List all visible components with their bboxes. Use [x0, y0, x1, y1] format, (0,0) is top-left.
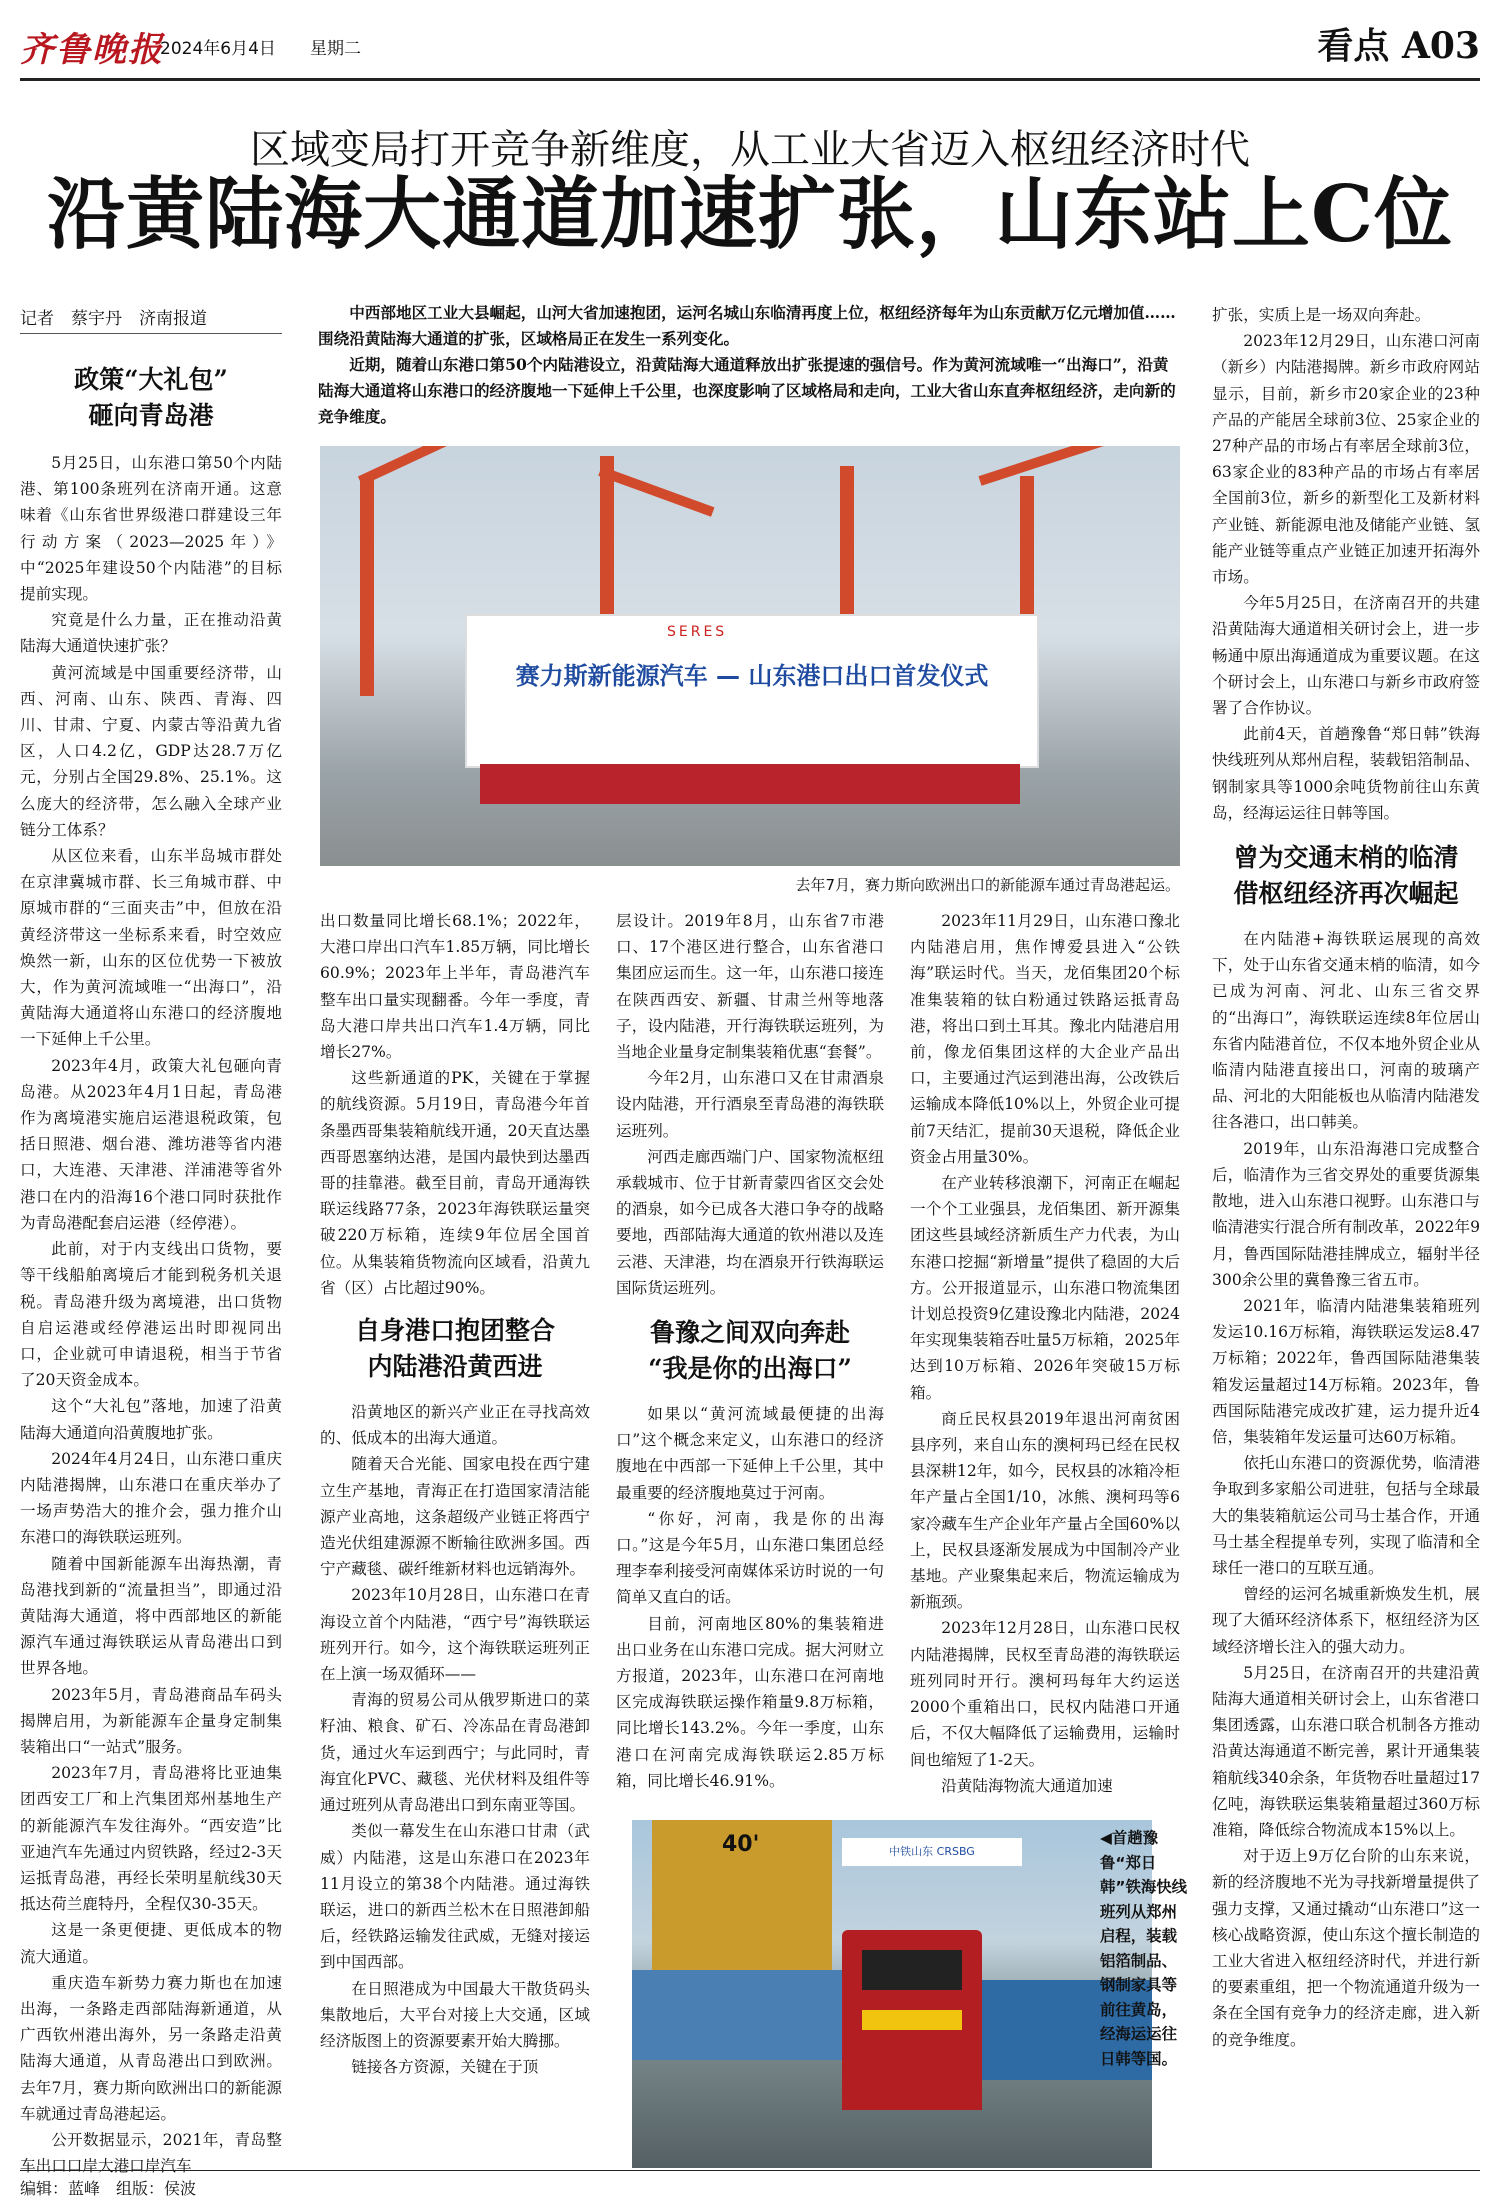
paragraph: 沿黄陆海物流大通道加速 [941, 1776, 1113, 1795]
paragraph: 从区位来看，山东半岛城市群处在京津冀城市群、长三角城市群、中原城市群的“三面夹击”中，但放在沿黄经济带这一坐标系来看，时空效应焕然一新，山东的区位优势一下被放大，作为黄河流域唯一“出海口”，沿黄陆海大通道将山东港口的经济腹地一下延伸上千公里。 [20, 847, 282, 1049]
paragraph: 扩张，实质上是一场双向奔赴。 [1212, 306, 1431, 324]
ceremony-photo [320, 446, 1180, 866]
paragraph: 随着中国新能源车出海热潮，青岛港找到新的“流量担当”，即通过沿黄陆海大通道，将中西部地区的新能源汽车通过海铁联运从青岛港出口到世界各地。 [20, 1554, 282, 1678]
kicker: 区域变局打开竞争新维度，从工业大省迈入枢纽经济时代 [250, 127, 1250, 173]
subhead-line: “我是你的出海口” [648, 1354, 852, 1384]
section-label: 看点 A03 [1317, 25, 1480, 67]
subhead-line: 借枢纽经济再次崛起 [1233, 879, 1459, 909]
gantry-sign: 40' [722, 1832, 760, 1857]
masthead [20, 8, 1480, 81]
page-footer: 编辑：蓝峰 组版：侯波 [20, 2170, 1480, 2199]
locomotive [842, 1930, 982, 2110]
brand-sign: 中铁山东 CRSBG [842, 1838, 1022, 1866]
paragraph: 在日照港成为中国最大干散货码头集散地后，大平台对接上大交通，区域经济版图上的资源要素开始大腾挪。 [320, 1979, 590, 2050]
subhead [616, 1315, 884, 1387]
paragraph: 这个“大礼包”落地，加速了沿黄陆海大通道向沿黄腹地扩张。 [20, 1397, 282, 1442]
column-4 [910, 908, 1180, 1799]
crane-shape [978, 446, 1114, 486]
paragraph: 沿黄地区的新兴产业正在寻找高效的、低成本的出海大通道。 [320, 1403, 590, 1448]
ceremony-banner [465, 614, 1039, 768]
column-2 [320, 908, 590, 2080]
paragraph: 重庆造车新势力赛力斯也在加速出海，一条路走西部陆海新通道，从广西钦州港出海外，另一条路走沿黄陆海大通道，从青岛港出口到欧洲。去年7月，赛力斯向欧洲出口的新能源车就通过青岛港起运。 [20, 1973, 282, 2123]
paragraph: 目前，河南地区80%的集装箱进出口业务在山东港口完成。据大河财立方报道，2023年，山东港口在河南地区完成海铁联运操作箱量9.8万标箱，同比增长143.2%。今年一季度，山东港口在河南完成海铁联运2.85万标箱，同比增长46.91%。 [616, 1614, 884, 1790]
subhead-line: 鲁豫之间双向奔赴 [649, 1318, 850, 1348]
paragraph: 对于迈上9万亿台阶的山东来说，新的经济腹地不光为寻找新增量提供了强力支撑，又通过撬动“山东港口”这一核心战略资源，使山东这个擅长制造的工业大省进入枢纽经济时代，并进行新的要素重组，把一个物流通道升级为一条在全国有竞争力的经济走廊，进入新的竞争维度。 [1212, 1847, 1480, 2049]
column-3 [616, 908, 884, 1794]
paragraph: 链接各方资源，关键在于顶 [351, 2058, 539, 2077]
paragraph: 5月25日，在济南召开的共建沿黄陆海大通道相关研讨会上，山东省港口集团透露，山东港口联合机制各方推动沿黄达海通道不断完善，累计开通集装箱航线340余条，年货物吞吐量超过17亿吨，海铁联运集装箱量超过360万标准箱，降低综合物流成本15%以上。 [1212, 1663, 1480, 1839]
subhead-line: 内陆港沿黄西进 [367, 1352, 543, 1382]
paragraph: 2024年4月24日，山东港口重庆内陆港揭牌，山东港口在重庆举办了一场声势浩大的推介会，强力推介山东港口的海铁联运班列。 [20, 1449, 282, 1547]
gantry-crane [652, 1820, 832, 1970]
paragraph: “你好，河南，我是你的出海口。”这是今年5月，山东港口集团总经理李奉利接受河南媒体采访时说的一句简单又直白的话。 [616, 1509, 884, 1607]
column-5 [1212, 302, 1480, 2053]
photo-caption: 去年7月，赛力斯向欧洲出口的新能源车通过青岛港起运。 [795, 876, 1180, 894]
paragraph: 在产业转移浪潮下，河南正在崛起一个个工业强县，龙佰集团、新开源集团这些县域经济新质生产力代表，为山东港口挖掘“新增量”提供了稳固的大后方。公开报道显示，山东港口物流集团计划总投资9亿建设豫北内陆港，2024年实现集装箱吞吐量5万标箱，2025年达到10万标箱、2026年突破15万标箱。 [910, 1174, 1180, 1402]
paragraph: 2023年5月，青岛港商品车码头揭牌启用，为新能源车企量身定制集装箱出口“一站式”服务。 [20, 1685, 282, 1756]
subhead-line: 曾为交通末梢的临清 [1233, 843, 1459, 873]
locomotive-plate [862, 2010, 962, 2030]
issue-date: 2024年6月4日 [160, 39, 276, 59]
issue-weekday: 星期二 [310, 39, 361, 59]
byline: 记者 蔡宇丹 济南报道 [20, 304, 282, 334]
lead-paragraph: 近期，随着山东港口第50个内陆港设立，沿黄陆海大通道释放出扩张提速的强信号。作为黄河流域唯一“出海口”，沿黄陆海大通道将山东港口的经济腹地一下延伸上千公里，也深度影响了区域格局和走向，工业大省山东直奔枢纽经济，走向新的竞争维度。 [318, 355, 1176, 426]
paragraph: 这是一条更便捷、更低成本的物流大通道。 [20, 1921, 282, 1966]
paragraph: 在内陆港+海铁联运展现的高效下，处于山东省交通末梢的临清，如今已成为河南、河北、山东三省交界的“出海口”，海铁联运连续8年位居山东省内陆港首位，不仅本地外贸企业从临清内陆港直接出口，河南的玻璃产品、河北的大阳能板也从临清内陆港发往各港口，出口韩美。 [1212, 930, 1480, 1132]
newspaper-logo: 齐鲁晚报 [20, 30, 164, 70]
subhead-line: 自身港口抱团整合 [354, 1316, 555, 1346]
paragraph: 如果以“黄河流域最便捷的出海口”这个概念来定义，山东港口的经济腹地在中西部一下延伸上千公里，其中最重要的经济腹地莫过于河南。 [616, 1405, 884, 1502]
subhead-line: 砸向青岛港 [88, 401, 214, 430]
page-headline: 沿黄陆海大通道加速扩张，山东站上C位 [46, 169, 1454, 260]
subhead-line: 政策“大礼包” [74, 365, 228, 394]
paragraph: 2023年4月，政策大礼包砸向青岛港。从2023年4月1日起，青岛港作为离境港实施启运港退税政策，包括日照港、烟台港、潍坊港等省内港口，大连港、天津港、洋浦港等省外港口在内的沿海16个港口同时获批作为青岛港配套启运港（经停港）。 [20, 1056, 282, 1232]
paragraph: 此前，对于内支线出口货物，要等干线船舶离境后才能到税务机关退税。青岛港升级为离境港，出口货物自启运港或经停港运出时即视同出口，企业就可申请退税，相当于节省了20天资金成本。 [20, 1240, 282, 1390]
paragraph: 青海的贸易公司从俄罗斯进口的菜籽油、粮食、矿石、冷冻品在青岛港卸货，通过火车运到西宁；与此同时，青海宜化PVC、藏毯、光伏材料及组件等通过班列从青岛港出口到东南亚等国。 [320, 1691, 590, 1815]
paragraph: 此前4天，首趟豫鲁“郑日韩”铁海快线班列从郑州启程，装载铝箔制品、钢制家具等1000余吨货物前往山东黄岛，经海运运往日韩等国。 [1212, 725, 1480, 822]
paragraph: 今年5月25日，在济南召开的共建沿黄陆海大通道相关研讨会上，进一步畅通中原出海通道成为重要议题。在这个研讨会上，山东港口与新乡市政府签署了合作协议。 [1212, 594, 1480, 718]
stage [480, 764, 1020, 804]
paragraph: 商丘民权县2019年退出河南贫困县序列，来自山东的澳柯玛已经在民权县深耕12年，如今，民权县的冰箱冷柜年产量占全国1/10，冰熊、澳柯玛等6家冷藏车生产企业年产量占全国60%以上，民权县逐渐发展成为中国制冷产业基地。产业聚集起来后，物流运输成为新瓶颈。 [910, 1409, 1180, 1612]
paragraph: 这些新通道的PK，关键在于掌握的航线资源。5月19日，青岛港今年首条墨西哥集装箱航线开通，20天直达墨西哥恩塞纳达港，是国内最快到达墨西哥的挂靠港。截至目前，青岛开通海铁联运线路77条，2023年海铁联运量突破220万标箱，连续9年位居全国首位。从集装箱货物流向区域看，沿黄九省（区）占比超过90%。 [320, 1069, 590, 1297]
train-photo-caption: ◀首趟豫鲁“郑日韩”铁海快线班列从郑州启程，装载铝箔制品、钢制家具等前往黄岛，经海运运往日韩等国。 [1100, 1829, 1188, 2068]
paragraph: 公开数据显示，2021年，青岛整车出口口岸大港口岸汽车 [20, 2131, 282, 2176]
paragraph: 2023年10月28日，山东港口在青海设立首个内陆港，“西宁号”海铁联运班列开行。如今，这个海铁联运班列正在上演一场双循环—— [320, 1586, 590, 1684]
crane-shape [360, 476, 374, 696]
paragraph: 2023年11月29日，山东港口豫北内陆港启用，焦作博爱县进入“公铁海”联运时代。当天，龙佰集团20个标准集装箱的钛白粉通过铁路运抵青岛港，将出口到土耳其。豫北内陆港启用前，像龙佰集团这样的大企业产品出口，主要通过汽运到港出海，公改铁后运输成本降低10%以上，外贸企业可提前7天结汇，提前30天退税，降低企业资金占用量30%。 [910, 912, 1180, 1166]
paragraph: 类似一幕发生在山东港口甘肃（武威）内陆港，这是山东港口在2023年11月设立的第38个内陆港。通过海铁联运，进口的新西兰松木在日照港卸船后，经铁路运输发往武威，无缝对接运到中国西部。 [320, 1822, 590, 1972]
crane-shape [358, 446, 489, 486]
subhead [320, 1313, 590, 1385]
paragraph: 今年2月，山东港口又在甘肃酒泉设内陆港，开行酒泉至青岛港的海铁联运班列。 [616, 1069, 884, 1140]
paragraph: 2023年7月，青岛港将比亚迪集团西安工厂和上汽集团郑州基地生产的新能源汽车发往海外。“西安造”比亚迪汽车先通过内贸铁路，经过2-3天运抵青岛港，再经长荣明星航线30天抵达荷兰鹿特丹，全程仅30-35天。 [20, 1764, 282, 1914]
paragraph: 2023年12月29日，山东港口河南（新乡）内陆港揭牌。新乡市政府网站显示，目前，新乡市20家企业的23种产品的产能居全球前3位、25家企业的27种产品的市场占有率居全球前3位，63家企业的83种产品的市场占有率居全国前3位，新乡的新型化工及新材料产业链、新能源电池及储能产业链、氢能产业链等重点产业链正加速开拓海外市场。 [1212, 332, 1480, 587]
paragraph: 2021年，临清内陆港集装箱班列发运10.16万标箱，海铁联运发运8.47万标箱；2022年，鲁西国际陆港集装箱发运量超过14万标箱。2023年，鲁西国际陆港完成改扩建，运力提升近4倍，集装箱年发运量可达60万标箱。 [1212, 1296, 1480, 1446]
paragraph: 层设计。2019年8月，山东省7市港口、17个港区进行整合，山东省港口集团应运而生。这一年，山东港口接连在陕西西安、新疆、甘肃兰州等地落子，设内陆港，开行海铁联运班列，为当地企业量身定制集装箱优惠“套餐”。 [616, 912, 884, 1062]
column-1 [20, 362, 282, 2179]
subhead [20, 362, 282, 434]
locomotive-window [862, 1950, 962, 1990]
paragraph: 5月25日，山东港口第50个内陆港、第100条班列在济南开通。这意味着《山东省世界级港口群建设三年行动方案（2023—2025年）》中“2025年建设50个内陆港”的目标提前实现。 [20, 454, 282, 604]
banner-brand: SERES [667, 624, 728, 640]
paragraph: 随着天合光能、国家电投在西宁建立生产基地，青海正在打造国家清洁能源产业高地，这条超级产业链正将西宁造光伏组建源源不断输往欧洲多国。西宁产藏毯、碳纤维新材料也远销海外。 [320, 1455, 590, 1579]
paragraph: 2019年，山东沿海港口完成整合后，临清作为三省交界处的重要货源集散地，进入山东港口视野。山东港口与临清港实行混合所有制改革，2022年9月，鲁西国际陆港挂牌成立，辐射半径300余公里的冀鲁豫三省五市。 [1212, 1139, 1480, 1289]
crane-shape [598, 466, 714, 516]
subhead [1212, 840, 1480, 912]
container-stack [632, 1970, 852, 2060]
train-photo [632, 1820, 1152, 2168]
lead-block [318, 300, 1184, 430]
lead-paragraph: 中西部地区工业大县崛起，山河大省加速抱团，运河名城山东临清再度上位，枢纽经济每年为山东贡献万亿元增加值……围绕沿黄陆海大通道的扩张，区域格局正在发生一系列变化。 [318, 303, 1176, 348]
banner-title: 赛力斯新能源汽车 — 山东港口出口首发仪式 [515, 662, 989, 690]
paragraph: 依托山东港口的资源优势，临清港争取到多家船公司进驻，包括与全球最大的集装箱航运公司马士基合作，开通马士基全程提单专列，实现了临清和全球任一港口的互联互通。 [1212, 1454, 1480, 1577]
paragraph: 黄河流域是中国重要经济带，山西、河南、山东、陕西、青海、四川、甘肃、宁夏、内蒙古等沿黄九省区，人口4.2亿，GDP达28.7万亿元，分别占全国29.8%、25.1%。这么庞大的经济带，怎么融入全球产业链分工体系？ [20, 663, 282, 839]
paragraph: 2023年12月28日，山东港口民权内陆港揭牌，民权至青岛港的海铁联运班列同时开行。澳柯玛每年大约运送2000个重箱出口，民权内陆港口开通后，不仅大幅降低了运输费用，运输时间也缩短了1-2天。 [910, 1619, 1180, 1769]
paragraph: 河西走廊西端门户、国家物流枢纽承载城市、位于甘新青蒙四省区交会处的酒泉，如今已成各大港口争夺的战略要地，西部陆海大通道的钦州港以及连云港、天津港，均在酒泉开行铁海联运国际货运班列。 [616, 1147, 884, 1297]
paragraph: 究竟是什么力量，正在推动沿黄陆海大通道快速扩张？ [20, 611, 282, 656]
paragraph: 曾经的运河名城重新焕发生机，展现了大循环经济体系下，枢纽经济为区域经济增长注入的强大动力。 [1212, 1585, 1480, 1656]
paragraph: 出口数量同比增长68.1%；2022年，大港口岸出口汽车1.85万辆，同比增长60.9%；2023年上半年，青岛港汽车整车出口量实现翻番。今年一季度，青岛大港口岸共出口汽车1.4万辆，同比增长27%。 [320, 912, 590, 1062]
